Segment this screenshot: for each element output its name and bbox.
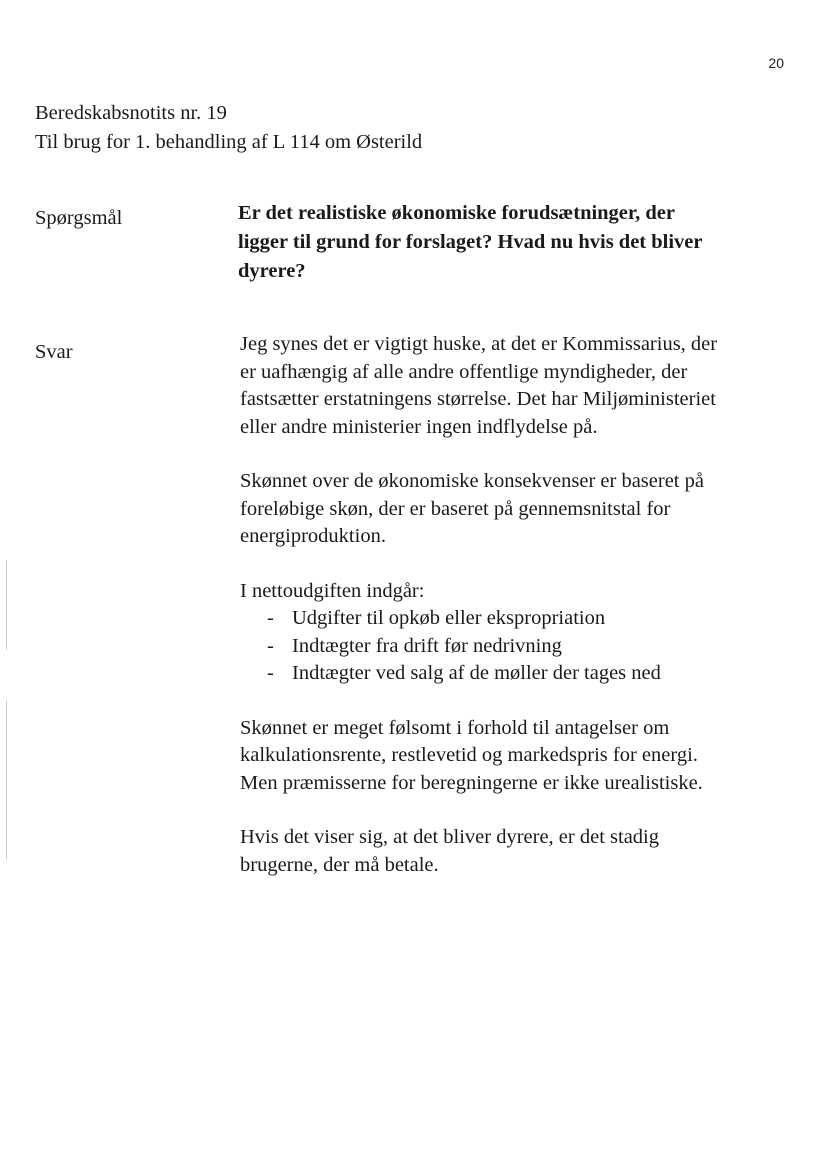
list-item-text: Udgifter til opkøb eller ekspropriation	[292, 607, 606, 629]
answer-paragraph-3: Skønnet er meget følsomt i forhold til antagelser om kalkulationsrente, restlevetid og markedspris for energi. Men præmisserne for beregningerne er ikke urealistiske.	[240, 716, 703, 794]
header-line-1: Beredskabsnotits nr. 19	[35, 102, 227, 124]
list-intro: I nettoudgiften indgår:	[240, 579, 425, 602]
page-number: 20	[768, 55, 784, 71]
list-item-text: Indtægter ved salg af de møller der tages ned	[292, 662, 661, 684]
answer-label: Svar	[35, 341, 73, 363]
list-item	[240, 633, 720, 661]
list-item	[240, 605, 720, 633]
scan-edge-mark	[6, 560, 7, 650]
scan-edge-mark	[6, 700, 7, 860]
list-dash: -	[267, 607, 274, 629]
list-dash: -	[267, 662, 274, 684]
answer-paragraph-4: Hvis det viser sig, at det bliver dyrere, er det stadig brugerne, der må betale.	[240, 826, 659, 876]
answer-paragraph-1: Jeg synes det er vigtigt huske, at det er Kommissarius, der er uafhængig af alle andre offentlige myndigheder, der fastsætter erstatningens størrelse. Det har Miljøministeriet eller andre ministerier ingen indflydelse på.	[240, 333, 718, 438]
list-dash: -	[267, 634, 274, 657]
list-item-text: Indtægter fra drift før nedrivning	[292, 634, 562, 657]
answer-body	[240, 331, 720, 906]
answer-paragraph-2: Skønnet over de økonomiske konsekvenser er baseret på foreløbige skøn, der er baseret på gennemsnitstal for energiproduktion.	[240, 470, 704, 547]
question-text: Er det realistiske økonomiske forudsætninger, der ligger til grund for forslaget? Hvad nu hvis det bliver dyrere?	[238, 202, 703, 282]
header-line-2: Til brug for 1. behandling af L 114 om Østerild	[35, 131, 423, 153]
document-header	[35, 99, 422, 157]
question-label: Spørgsmål	[35, 207, 123, 229]
list-item	[240, 660, 720, 688]
cost-list	[240, 605, 720, 688]
